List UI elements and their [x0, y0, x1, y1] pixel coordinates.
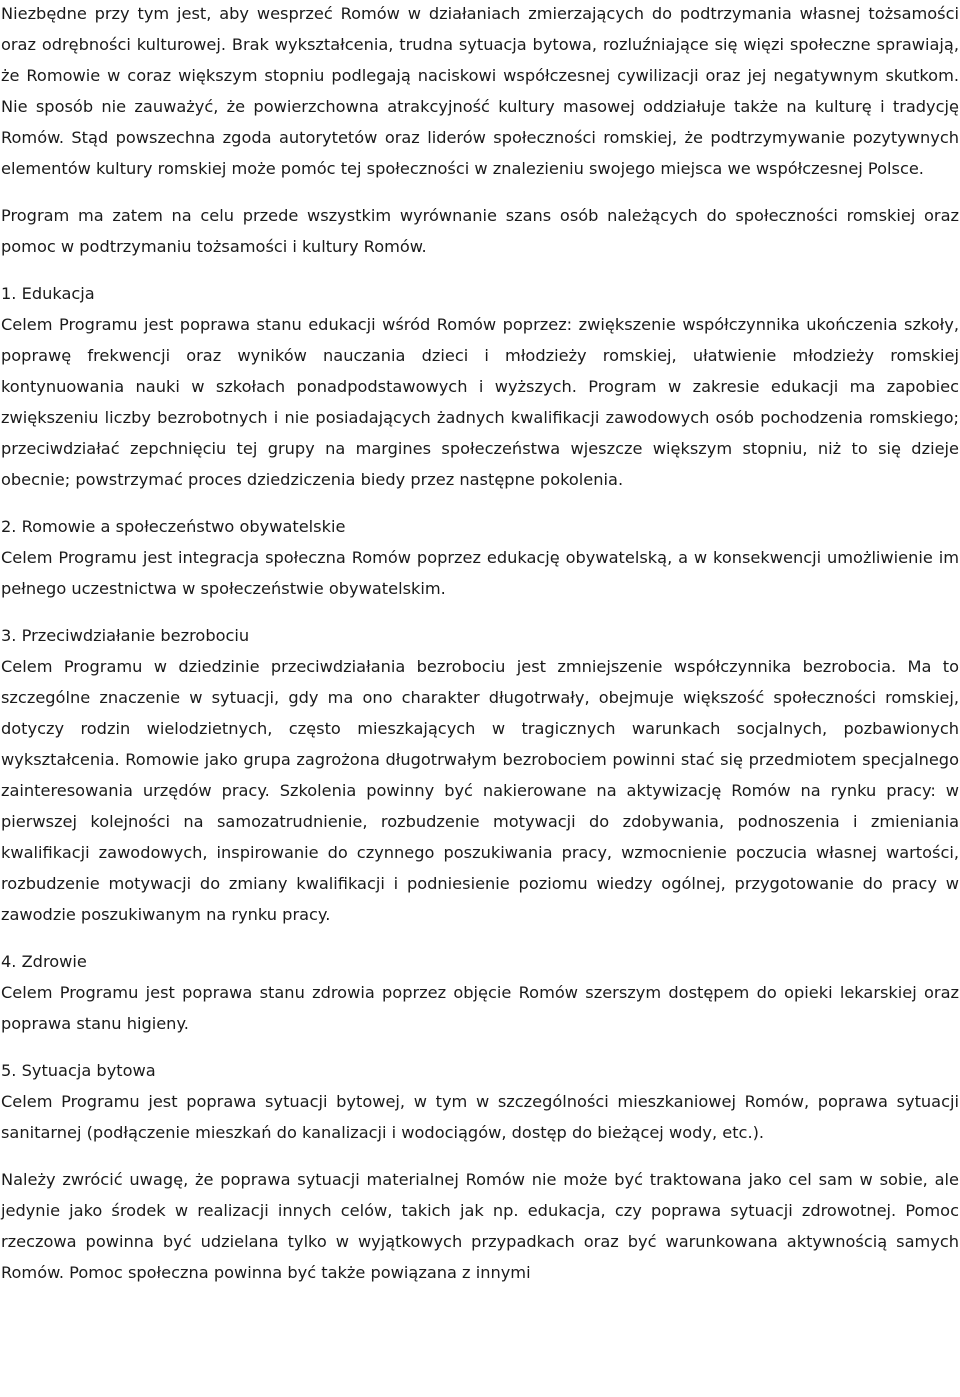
closing-paragraph: Należy zwrócić uwagę, że poprawa sytuacji materialnej Romów nie może być traktowana jako cel sam w sobie, ale jedynie jako środek w realizacji innych celów, takich jak np. edukacja, czy poprawa sytuacji zdrowotnej. Pomoc rzeczowa powinna być udzielana tylko w wyjątkowych przypadkach oraz być warunkowana aktywnością samych Romów. Pomoc społeczna powinna być także powiązana z innymi: [1, 1170, 959, 1282]
section-body: Celem Programu w dziedzinie przeciwdziałania bezrobociu jest zmniejszenie współczynnika bezrobocia. Ma to szczególne znaczenie w sytuacji, gdy ma ono charakter długotrwały, obejmuje większość społeczności romskiej, dotyczy rodzin wielodzietnych, często mieszkających w tragicznych warunkach socjalnych, pozbawionych wykształcenia. Romowie jako grupa zagrożona długotrwałym bezrobociem powinni stać się przedmiotem specjalnego zainteresowania urzędów pracy. Szkolenia powinny być nakierowane na aktywizację Romów na rynku pracy: w pierwszej kolejności na samozatrudnienie, rozbudzenie motywacji do zdobywania, podnoszenia i zmieniania kwalifikacji zawodowych, inspirowanie do czynnego poszukiwania pracy, wzmocnienie poczucia własnej wartości, rozbudzenie motywacji do zmiany kwalifikacji i podniesienie poziomu wiedzy ogólnej, przygotowanie do pracy w zawodzie poszukiwanym na rynku pracy.: [1, 657, 959, 924]
section-heading: 5. Sytuacja bytowa: [1, 1061, 156, 1080]
section-living-conditions: [1, 1055, 959, 1148]
section-heading: 4. Zdrowie: [1, 952, 87, 971]
section-civil-society: [1, 511, 959, 604]
section-heading: 1. Edukacja: [1, 284, 95, 303]
intro-paragraph-2: Program ma zatem na celu przede wszystkim wyrównanie szans osób należących do społeczności romskiej oraz pomoc w podtrzymaniu tożsamości i kultury Romów.: [1, 206, 959, 256]
section-education: [1, 278, 959, 495]
section-body: Celem Programu jest poprawa stanu zdrowia poprzez objęcie Romów szerszym dostępem do opieki lekarskiej oraz poprawa stanu higieny.: [1, 983, 959, 1033]
section-unemployment: [1, 620, 959, 930]
section-heading: 3. Przeciwdziałanie bezrobociu: [1, 626, 250, 645]
section-heading: 2. Romowie a społeczeństwo obywatelskie: [1, 517, 346, 536]
section-body: Celem Programu jest integracja społeczna Romów poprzez edukację obywatelską, a w konsekwencji umożliwienie im pełnego uczestnictwa w społeczeństwie obywatelskim.: [1, 548, 959, 598]
section-health: [1, 946, 959, 1039]
intro-paragraph-1: Niezbędne przy tym jest, aby wesprzeć Romów w działaniach zmierzających do podtrzymania własnej tożsamości oraz odrębności kulturowej. Brak wykształcenia, trudna sytuacja bytowa, rozluźniające się więzi społeczne sprawiają, że Romowie w coraz większym stopniu podlegają naciskowi współczesnej cywilizacji oraz jej negatywnym skutkom. Nie sposób nie zauważyć, że powierzchowna atrakcyjność kultury masowej oddziałuje także na kulturę i tradycję Romów. Stąd powszechna zgoda autorytetów oraz liderów społeczności romskiej, że podtrzymywanie pozytywnych elementów kultury romskiej może pomóc tej społeczności w znalezieniu swojego miejsca we współczesnej Polsce.: [1, 4, 959, 178]
section-body: Celem Programu jest poprawa sytuacji bytowej, w tym w szczególności mieszkaniowej Romów, poprawa sytuacji sanitarnej (podłączenie mieszkań do kanalizacji i wodociągów, dostęp do bieżącej wody, etc.).: [1, 1092, 959, 1142]
section-body: Celem Programu jest poprawa stanu edukacji wśród Romów poprzez: zwiększenie współczynnika ukończenia szkoły, poprawę frekwencji oraz wyników nauczania dzieci i młodzieży romskiej, ułatwienie młodzieży romskiej kontynuowania nauki w szkołach ponadpodstawowych i wyższych. Program w zakresie edukacji ma zapobiec zwiększeniu liczby bezrobotnych i nie posiadających żadnych kwalifikacji zawodowych osób pochodzenia romskiego; przeciwdziałać zepchnięciu tej grupy na margines społeczeństwa wjeszcze większym stopniu, niż to się dzieje obecnie; powstrzymać proces dziedziczenia biedy przez następne pokolenia.: [1, 315, 959, 489]
